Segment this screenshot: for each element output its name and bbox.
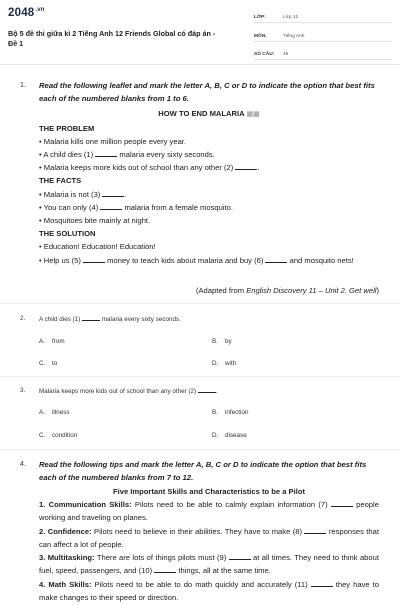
blank-4: [100, 203, 122, 210]
option-text: with: [225, 360, 237, 367]
blank-5: [83, 256, 105, 263]
option-letter: C.: [39, 360, 46, 367]
option-c[interactable]: [39, 360, 57, 367]
blank-8: [304, 527, 326, 534]
facts-line-3: • Mosquitoes bite mainly at night.: [39, 216, 151, 225]
tip-1: [39, 498, 379, 525]
option-b[interactable]: [212, 338, 232, 345]
tip-title: 2. Confidence:: [39, 527, 92, 536]
text-segment: malaria every sixty seconds.: [119, 150, 215, 159]
source-title: English Discovery 11 – Unit 2. Get well: [246, 286, 377, 295]
text-segment: .: [257, 163, 260, 172]
option-text: to: [52, 360, 58, 367]
tip-2: [39, 525, 379, 552]
text-segment: responses that can affect a lot of people.: [39, 527, 379, 550]
document-title: Bộ 5 đề thi giữa kì 2 Tiếng Anh 12 Friends Global có đáp án - Đề 1: [8, 29, 216, 48]
tip-4: [39, 578, 379, 605]
blank-3: [102, 190, 127, 199]
option-letter: B.: [212, 338, 218, 345]
blank-6: [265, 256, 287, 263]
problem-line-1: • Malaria kills one million people every year.: [39, 137, 187, 146]
text-segment: they have to make changes to their speed or direction.: [39, 580, 379, 603]
leaflet-source: [39, 284, 379, 297]
facts-title: THE FACTS: [39, 176, 82, 185]
text-segment: malaria from a female mosquito.: [124, 203, 233, 212]
leaflet-heading: [39, 107, 379, 121]
blank-1: [95, 150, 117, 157]
text-segment: Malaria keeps more kids out of school than any other (2): [39, 388, 197, 395]
text-segment: • Malaria is not (3): [39, 190, 101, 199]
option-letter: D.: [212, 432, 219, 439]
tip-3: [39, 551, 379, 578]
question-stem: [39, 387, 218, 395]
text-segment: people working and traveling on planes.: [39, 500, 379, 523]
option-d[interactable]: [212, 432, 247, 439]
blank-10: [154, 566, 176, 573]
question-number: 3.: [20, 387, 26, 394]
text-segment: • You can only (4): [39, 203, 99, 212]
page-header: [0, 0, 400, 60]
question-instruction: Read the following tips and mark the letter A, B, C or D to indicate the option that best fits each of the numbered blanks from 7 to 12.: [39, 460, 367, 482]
solution-title: THE SOLUTION: [39, 229, 96, 238]
meta-value: 45: [283, 52, 289, 57]
blank-7: [331, 500, 353, 507]
meta-row-subject: [254, 29, 392, 42]
meta-label: MÔN:: [254, 33, 267, 39]
blank: [198, 387, 216, 393]
meta-label: LỚP:: [254, 15, 266, 20]
leaflet-heading-text: HOW TO END MALARIA: [158, 109, 245, 118]
question-divider: [0, 303, 400, 304]
option-text: condition: [52, 432, 78, 439]
blank: [82, 315, 100, 321]
option-c[interactable]: [39, 432, 77, 439]
facts-line-2: [39, 201, 379, 214]
option-letter: A.: [39, 338, 45, 345]
question-number: 1.: [20, 82, 26, 89]
option-text: infection: [225, 409, 249, 416]
option-text: by: [225, 338, 232, 345]
option-letter: C.: [39, 432, 46, 439]
text-segment: things, all at the same time.: [178, 566, 271, 576]
meta-row-class: [254, 10, 392, 23]
text-segment: at all times. They need to think about fuel, speed, passengers, and (10): [39, 553, 379, 576]
text-segment: There are lots of things pilots must (9): [96, 553, 227, 562]
meta-label: SỐ CÂU:: [254, 52, 275, 57]
solution-line-1: • Education! Education! Education!: [39, 242, 156, 251]
option-letter: D.: [212, 360, 219, 367]
text-segment: • Help us (5): [39, 256, 81, 265]
text-segment: .: [124, 190, 127, 199]
logo-text: 2048: [8, 7, 35, 19]
solution-line-2: [39, 254, 379, 267]
tip-title: 1. Communication Skills:: [39, 500, 132, 509]
option-a[interactable]: [39, 409, 70, 416]
text-segment: malaria every sixty seconds.: [101, 316, 181, 323]
problem-title: THE PROBLEM: [39, 124, 95, 133]
text-segment: (Adapted from: [195, 286, 247, 295]
text-segment: ): [376, 286, 379, 295]
exam-meta: [254, 10, 392, 66]
option-d[interactable]: [212, 360, 236, 367]
option-b[interactable]: [212, 409, 248, 416]
option-letter: B.: [212, 409, 218, 416]
text-segment: Pilots need to be able to do math quickly and accurately (11): [94, 580, 308, 589]
header-divider: [0, 64, 400, 65]
meta-row-count: [254, 47, 392, 60]
question-divider: [0, 376, 400, 377]
option-letter: A.: [39, 409, 45, 416]
text-segment: • A child dies (1): [39, 150, 94, 159]
question-number: 2.: [20, 315, 26, 322]
meta-value: Lớp 12: [283, 15, 299, 20]
text-segment: and mosquito nets!: [289, 256, 354, 265]
text-segment: • Malaria keeps more kids out of school than any other (2): [39, 163, 234, 172]
blank-2: [235, 163, 260, 172]
question-stem: [39, 315, 181, 323]
blank-9: [229, 553, 251, 560]
question-divider: [0, 449, 400, 450]
text-segment: A child dies (1): [39, 316, 81, 323]
problem-line-3: [39, 161, 379, 174]
mosquito-icon: ▦▦: [246, 111, 260, 118]
blank-11: [311, 580, 333, 587]
option-text: illness: [52, 409, 70, 416]
option-text: disease: [225, 432, 247, 439]
question-number: 4.: [20, 461, 26, 468]
site-logo[interactable]: [8, 7, 45, 19]
tips-heading: Five Important Skills and Characteristics to be a Pilot: [112, 487, 305, 496]
text-segment: money to teach kids about malaria and buy (6): [107, 256, 264, 265]
facts-line-1: [39, 188, 379, 201]
logo-suffix: .vn: [35, 7, 45, 14]
text-segment: Pilots need to be able to calmly explain information (7): [134, 500, 328, 509]
text-segment: .: [215, 388, 218, 395]
option-text: from: [52, 338, 65, 345]
problem-line-2: [39, 148, 379, 161]
tip-title: 3. Multitasking:: [39, 553, 95, 562]
meta-value: Tiếng Anh: [283, 33, 305, 39]
text-segment: Pilots need to believe in their abilities. They have to make (8): [94, 527, 302, 536]
question-instruction: Read the following leaflet and mark the letter A, B, C or D to indicate the option that best fits each of the numbered blanks from 1 to 6.: [39, 81, 375, 103]
tip-title: 4. Math Skills:: [39, 580, 92, 589]
option-a[interactable]: [39, 338, 65, 345]
